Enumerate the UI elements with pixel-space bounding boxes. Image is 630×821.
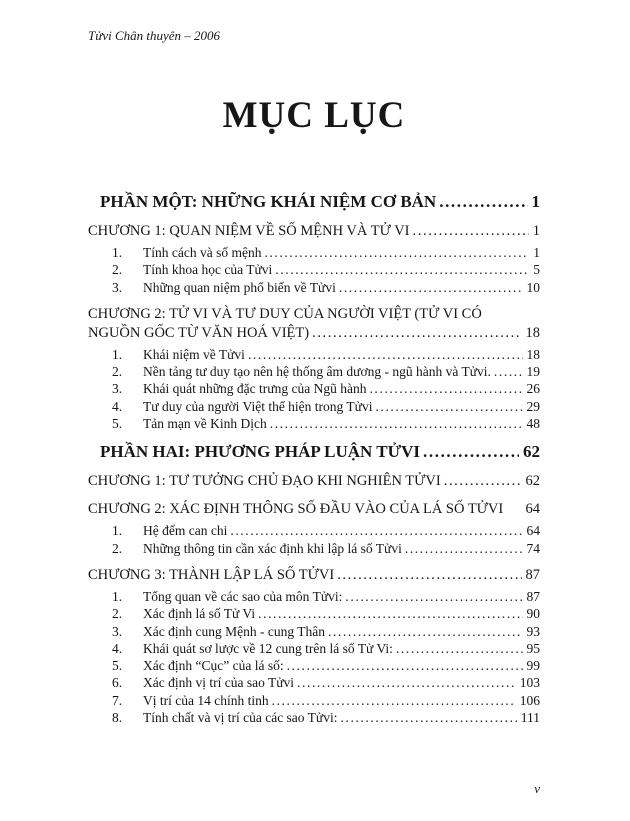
toc-entry-number: 2. — [112, 262, 123, 278]
toc-entry-number: 5. — [112, 416, 123, 432]
toc-page-number: 111 — [520, 710, 540, 726]
toc-entry-text: Tính khoa học của Tửvi — [143, 262, 273, 278]
toc-entry-number: 1. — [112, 588, 123, 604]
dot-leader — [272, 692, 516, 709]
toc-page-number: 1 — [532, 223, 540, 239]
dot-leader — [337, 566, 521, 585]
toc-entry-chapter — [88, 472, 540, 491]
toc-entry-item — [88, 709, 540, 726]
toc-page-number: 62 — [523, 442, 540, 462]
toc-entry-number: 5. — [112, 658, 123, 674]
toc-page-number: 62 — [525, 473, 540, 490]
toc-entry-text: CHƯƠNG 1: QUAN NIỆM VỀ SỐ MỆNH VÀ TỬ VI — [88, 223, 410, 239]
toc-entry-number: 1. — [112, 245, 123, 260]
folio-page-number: v — [534, 781, 540, 796]
toc-page-number: 18 — [525, 324, 540, 341]
toc-page-number: 10 — [526, 279, 540, 295]
toc-entry-item — [88, 522, 540, 539]
toc-entry-text: Xác định “Cục” của lá số: — [143, 658, 284, 674]
toc-entry-text: Hệ đếm can chi — [143, 523, 228, 539]
dot-leader — [297, 674, 516, 691]
toc-entry-item — [88, 692, 540, 709]
toc-entry-item — [88, 244, 540, 261]
toc-entry-item — [88, 640, 540, 657]
dot-leader — [248, 346, 523, 363]
toc-entry-number: 7. — [112, 692, 123, 708]
toc-entry-item — [88, 261, 540, 278]
toc-entry-text: Vị trí của 14 chính tinh — [143, 692, 269, 708]
toc-page-number: 19 — [526, 364, 540, 380]
toc-page-number: 5 — [533, 262, 540, 278]
dot-leader — [423, 440, 519, 463]
toc-entry-item — [88, 588, 540, 605]
toc-page-number: 74 — [526, 540, 540, 556]
dot-leader — [275, 261, 529, 278]
toc-entry-chapter — [88, 222, 540, 241]
toc-entry-item — [88, 398, 540, 415]
toc-entry-text: PHẦN MỘT: NHỮNG KHÁI NIỆM CƠ BẢN — [100, 192, 437, 211]
toc-entry-item — [88, 415, 540, 432]
dot-leader — [345, 588, 522, 605]
toc-entry-chapter — [88, 500, 540, 519]
dot-leader — [494, 363, 523, 380]
dot-leader — [396, 640, 523, 657]
toc-entry-number: 6. — [112, 675, 123, 691]
toc-entry-part — [88, 190, 540, 213]
dot-leader — [439, 190, 527, 213]
dot-leader — [312, 324, 521, 343]
toc-page-number: 1 — [531, 192, 540, 211]
dot-leader — [270, 415, 523, 432]
toc-entry-text: Tản mạn về Kinh Dịch — [143, 416, 267, 432]
toc-page-number: 29 — [526, 398, 540, 414]
toc-entry-chapter — [88, 305, 540, 343]
toc-entry-number: 1. — [112, 523, 123, 539]
toc-page-number: 87 — [525, 566, 540, 583]
toc-entry-number: 3. — [112, 623, 123, 639]
dot-leader — [287, 657, 523, 674]
toc-entry-text: CHƯƠNG 2: TỬ VI VÀ TƯ DUY CỦA NGƯỜI VIỆT (TỬ VI CÓ — [88, 305, 482, 322]
toc-entry-text: Khái niệm về Tửvi — [143, 346, 245, 362]
toc-entry-text: NGUỒN GỐC TỪ VĂN HOÁ VIỆT) — [88, 324, 310, 341]
toc-entry-text: Nền tảng tư duy tạo nên hệ thống âm dương - ngũ hành và Tửvi. — [143, 364, 491, 380]
dot-leader — [264, 244, 529, 261]
toc-entry-item — [88, 623, 540, 640]
dot-leader — [230, 522, 522, 539]
page-title: MỤC LỤC — [222, 95, 406, 136]
toc-entry-text: CHƯƠNG 3: THÀNH LẬP LÁ SỐ TỬVI — [88, 566, 335, 583]
toc-entry-number: 8. — [112, 710, 123, 726]
toc-entry-text: Những thông tin cần xác định khi lập lá số Tửvi — [143, 540, 402, 556]
running-header: Tửvi Chân thuyên – 2006 — [88, 28, 221, 43]
toc-entry-number: 2. — [112, 540, 123, 556]
toc-entry-text: CHƯƠNG 1: TƯ TƯỞNG CHỦ ĐẠO KHI NGHIÊN TỬVI — [88, 473, 441, 490]
toc-page-number: 1 — [533, 245, 540, 260]
dot-leader — [444, 472, 522, 491]
toc-entry-item — [88, 346, 540, 363]
toc-entry-text: Xác định vị trí của sao Tửvi — [143, 675, 295, 691]
toc-entry-part — [88, 440, 540, 463]
dot-leader — [341, 709, 517, 726]
toc-entry-number: 2. — [112, 364, 123, 380]
toc-entry-text: Tính chất và vị trí của các sao Tửvi: — [143, 710, 338, 726]
toc-page-number: 103 — [519, 675, 540, 691]
dot-leader — [339, 279, 523, 296]
dot-leader — [376, 398, 523, 415]
toc-entry-text: Xác định lá số Tử Vi — [143, 606, 256, 622]
toc-page-number: 90 — [526, 606, 540, 622]
dot-leader — [405, 540, 523, 557]
toc-entry-number: 1. — [112, 346, 123, 362]
toc-entry-number: 3. — [112, 279, 123, 295]
toc-page-number: 93 — [526, 623, 540, 639]
toc-entry-text: Tổng quan về các sao của môn Tửvi: — [143, 588, 343, 604]
toc-page-number: 95 — [526, 640, 540, 656]
toc-entry-item — [88, 605, 540, 622]
toc-page-number: 18 — [526, 346, 540, 362]
toc-page-number: 64 — [525, 501, 540, 518]
toc-entry-item — [88, 657, 540, 674]
toc-entry-chapter — [88, 566, 540, 585]
toc-entry-item — [88, 363, 540, 380]
toc-entry-item — [88, 674, 540, 691]
toc-entry-text: PHẦN HAI: PHƯƠNG PHÁP LUẬN TỬVI — [100, 442, 421, 462]
toc-entry-number: 2. — [112, 606, 123, 622]
dot-leader — [258, 605, 522, 622]
toc-page-number: 26 — [526, 381, 540, 397]
toc-list — [88, 182, 540, 726]
toc-entry-number: 4. — [112, 640, 123, 656]
toc-page-number: 48 — [526, 416, 540, 432]
toc-page-number: 106 — [519, 692, 540, 708]
toc-entry-item — [88, 279, 540, 296]
toc-page-number: 87 — [526, 588, 540, 604]
toc-entry-item — [88, 540, 540, 557]
toc-page-number: 64 — [526, 523, 540, 539]
dot-leader — [328, 623, 523, 640]
dot-leader — [413, 222, 529, 241]
toc-entry-text: Xác định cung Mệnh - cung Thân — [143, 623, 325, 639]
toc-entry-text: Những quan niệm phổ biến về Tửvi — [143, 279, 336, 295]
toc-entry-text: Tư duy của người Việt thể hiện trong Tửvi — [143, 398, 373, 414]
toc-entry-text: Khái quát những đặc trưng của Ngũ hành — [143, 381, 367, 397]
toc-entry-number: 3. — [112, 381, 123, 397]
toc-entry-item — [88, 380, 540, 397]
toc-entry-text: Tính cách và số mệnh — [143, 245, 262, 260]
toc-entry-text: Khái quát sơ lược về 12 cung trên lá số Tử Vi: — [143, 640, 393, 656]
dot-leader — [369, 380, 522, 397]
toc-entry-number: 4. — [112, 398, 123, 414]
toc-page-number: 99 — [526, 658, 540, 674]
toc-entry-text: CHƯƠNG 2: XÁC ĐỊNH THÔNG SỐ ĐẦU VÀO CỦA LÁ SỐ TỬVI — [88, 501, 504, 518]
